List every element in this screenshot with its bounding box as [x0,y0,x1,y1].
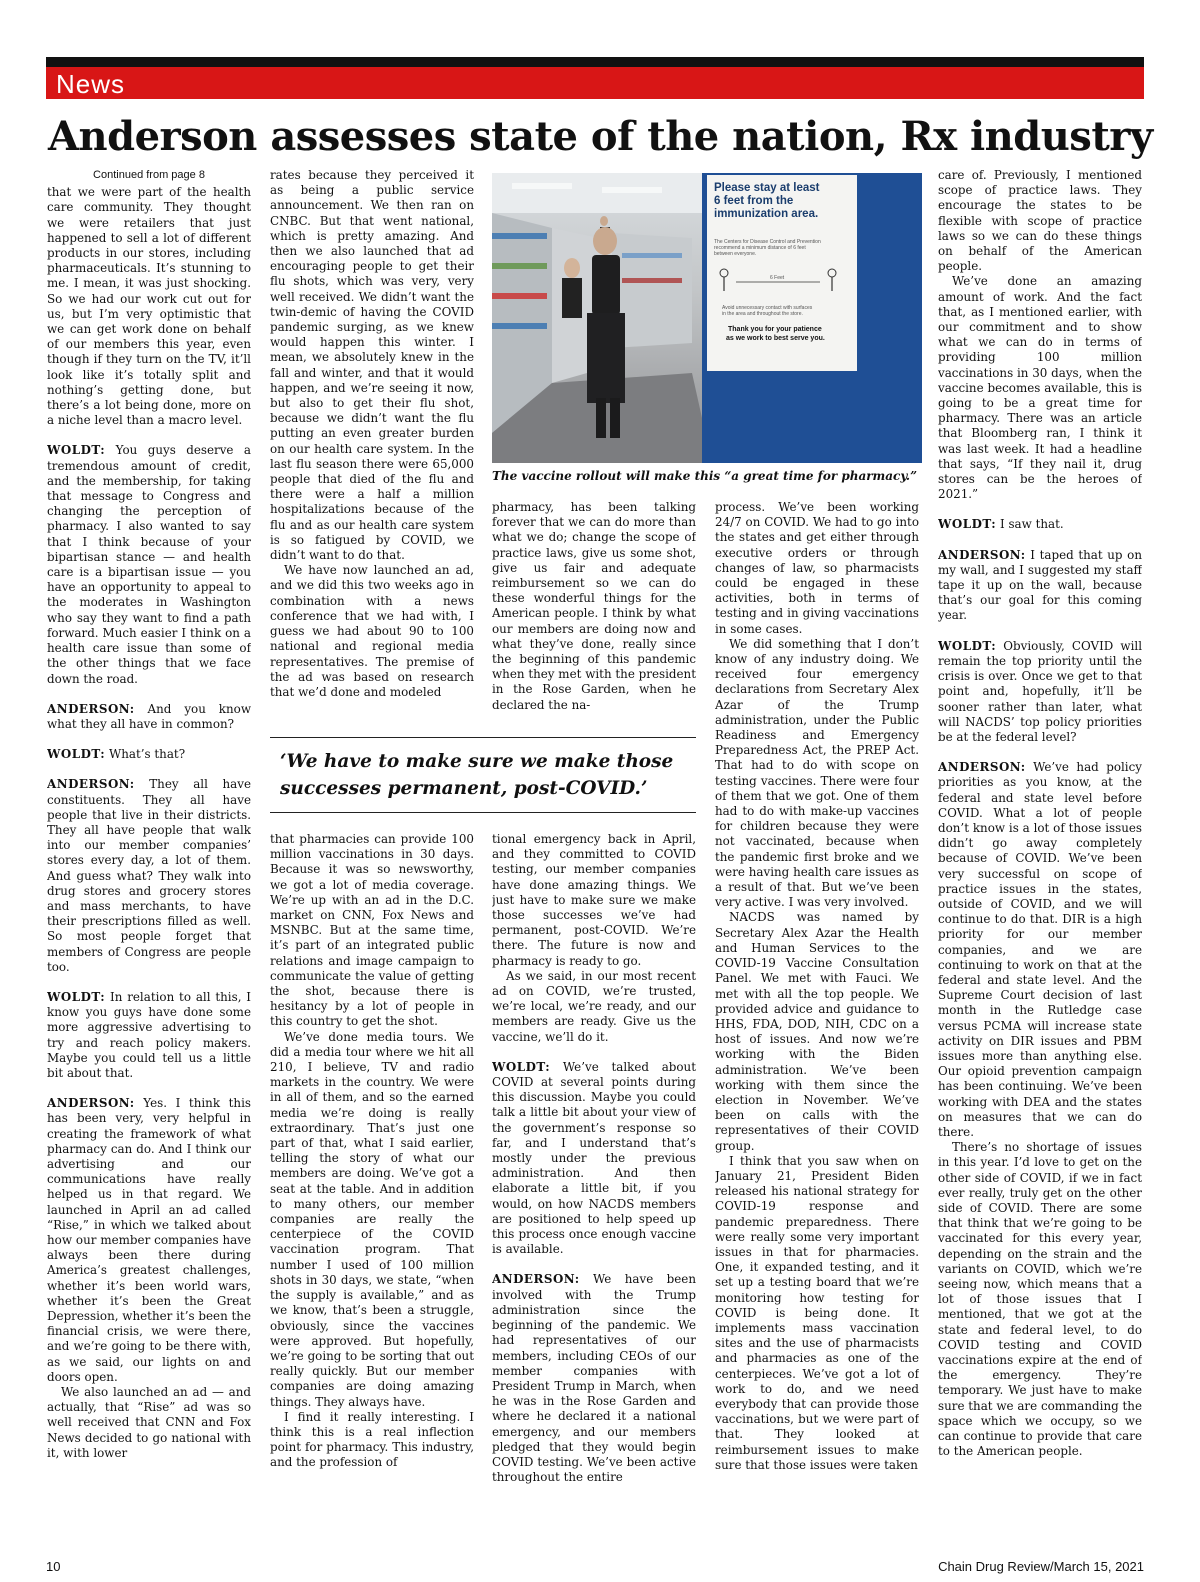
sign-title-line: immunization area. [714,208,819,220]
headline: Anderson assesses state of the nation, Rx industry [48,113,1153,160]
column-2-bottom [270,832,474,1552]
sign-note: in the area and throughout the store. [722,311,803,317]
paragraph: We did something that I don’t know of any industry doing. We received four emergency declarations from Secretary Alex Azar of the Trump administration, under the Public Readiness and Emergency Preparedness Act, the PREP Act. That had to do with scope on testing vaccines. There were four of them that we got. One of them had to do with make-up vaccines for children because they were not vaccinated, because when the pandemic first broke and we were having health care issues as a result of that. But we’ve been very active. I was very involved. [715,636,919,910]
speaker-label: ANDERSON: [47,1096,135,1111]
photo-illustration [492,173,922,463]
paragraph: I think that you saw when on January 21, President Biden released his national strategy for COVID-19 response and pandemic preparedness. There were really some very important issues in that for pharmacies. One, it expanded testing, and it set up a testing board that we’re monitoring how testing for COVID is being done. It implements mass vaccination sites and the use of pharmacists and pharmacies as one of the centerpieces. We’ve got a lot of work to do, and we need everybody that can provide those vaccinations, but we were part of that. They looked at reimbursement issues to make sure that those issues were taken [715,1153,919,1472]
speaker-label: ANDERSON: [47,701,135,716]
column-1 [47,168,251,1553]
column-4 [715,500,919,1552]
paragraph: NACDS was named by Secretary Alex Azar the Health and Human Services to the COVID-19 Vaccine Consultation Panel. We met with Fauci. We met with all the top people. We provided advice and guidance to HHS, FDA, DOD, NIH, CDC on a host of issues. And now we’re working with the Biden administration. We’ve been working with them since the election in November. We’ve been on calls with the representatives of their COVID group. [715,910,919,1153]
paragraph: There’s no shortage of issues in this year. I’d love to get on the other side of COVID, if we in fact ever really, truly get on the other side of COVID. There are some that think that we’re going to be vaccinated for this every year, depending on the strain and the variants on COVID, which we’re seeing now, which means that a lot of those issues that I mentioned, that we got at the state and federal level, to do COVID testing and COVID vaccinations expire at the end of the emergency. They’re temporary. We just have to make sure that we are commanding the space which we occupy, so we can continue to provide that care to the American people. [938,1140,1142,1459]
sign-fine-print: The Centers for Disease Control and Prevention [714,239,821,245]
paragraph: care of. Previously, I mentioned scope of practice laws. They encourage the states to be flexible with scope of practice laws so we can do these things on behalf of the American people. [938,168,1142,274]
sign-thanks: as we work to best serve you. [726,335,825,342]
news-photo [492,173,922,463]
publication-line: Chain Drug Review/March 15, 2021 [938,1559,1144,1574]
column-3-top [492,500,696,728]
section-label: News [56,69,126,99]
paragraph: ANDERSON: I taped that up on my wall, and I suggested my staff tape it up on the wall, because that’s our goal for this coming year. [938,547,1142,623]
speaker-label: WOLDT: [47,747,106,762]
pull-quote-rule-top [270,737,696,738]
paragraph: WOLDT: We’ve talked about COVID at several points during this discussion. Maybe you could talk a little bit about your view of the government’s response so far, and I understand that’s mostly under the previous administration. And then elaborate a little bit, if you would, on how NACDS members are positioned to help speed up this process once enough vaccine is available. [492,1059,696,1257]
paragraph: process. We’ve been working 24/7 on COVID. We had to go into the states and get either through executive orders or through changes of law, so pharmacists could be engaged in these activities, both in terms of testing and in giving vaccinations in some cases. [715,500,919,636]
sign-title-line: 6 feet from the [714,195,794,207]
continued-note: Continued from page 8 [93,169,205,181]
pull-quote: ‘We have to make sure we make those successes permanent, post-COVID.’ [280,751,674,799]
paragraph: We also launched an ad — and actually, that “Rise” ad was so well received that CNN and Fox News decided to go national with it, with lower [47,1385,251,1460]
column-2-top [270,168,474,728]
speaker-label: WOLDT: [47,989,106,1004]
sign-fine-print: between everyone. [714,251,757,257]
sign-thanks: Thank you for your patience [728,326,822,333]
paragraph: WOLDT: What’s that? [47,747,186,762]
paragraph: tional emergency back in April, and they committed to COVID testing, our member companies have done amazing things. We just have to make sure we make those successes we’ve had permanent, post-COVID. We’re there. The future is now and pharmacy is ready to go. [492,832,696,968]
paragraph: We have now launched an ad, and we did this two weeks ago in combination with a news conference that we had with, I guess we had about 90 to 100 national and regional media representatives. The premise of the ad was based on research that we’d done and modeled [270,563,474,699]
speaker-label: WOLDT: [938,517,997,532]
paragraph: ANDERSON: Yes. I think this has been very, very helpful in creating the framework of what pharmacy can do. And I think our advertising and our communications have really helped us in that regard. We launched in April an ad called “Rise,” in which we talked about how our member companies have always been there during America’s greatest challenges, whether it’s been world wars, whether it’s been the Great Depression, whether it’s been the financial crisis, we were there, and we’re going to be there with, as we said, our lights on and doors open. [47,1096,251,1384]
paragraph: WOLDT: In relation to all this, I know you guys have done some more aggressive advertising to try and reach policy makers. Maybe you could tell us a little bit about that. [47,989,251,1080]
paragraph: We’ve done media tours. We did a media tour where we hit all 210, I believe, TV and radio markets in the country. We were in all of them, and so the earned media we’re doing is really extraordinary. That’s just one part of that, what I said earlier, telling the story of what our members are doing. We’ve got a seat at the table. And in addition to many others, our member companies are really the centerpiece of the COVID vaccination program. That number I used of 100 million shots in 30 days, we state, “when the supply is available,” and as we know, that’s been a struggle, obviously, since the vaccines were approved. But hopefully, we’re going to be sorting that out really quickly. But our member companies are doing amazing things. They always have. [270,1029,474,1409]
paragraph: that we were part of the health care community. They thought we were retailers that just happened to sell a lot of different products in our stores, including pharmaceuticals. It’s stunning to me. I mean, it was just shocking. So we had our work cut out for us, but I’m very optimistic that we can get work done on behalf of our members this year, even though if they turn on the TV, it’ll look like it’s totally split and nothing’s getting done, but there’s a lot being done, more on a niche level than a macro level. [47,185,251,428]
sign-distance-label: 6 Feet [770,275,785,281]
sign-note: Avoid unnecessary contact with surfaces [722,305,813,311]
paragraph: As we said, in our most recent ad on COVID, we’re trusted, we’re local, we’re ready, and our members are ready. Give us the vaccine, we’ll do it. [492,968,696,1044]
speaker-label: ANDERSON: [47,777,135,792]
paragraph: ANDERSON: We have been involved with the Trump administration since the beginning of the pandemic. We had representatives of our members, including CEOs of our member companies with President Trump in March, when he was in the Rose Garden and where he declared it a national emergency, and our members pledged that they would begin COVID testing. We’ve been active throughout the entire [492,1272,696,1485]
speaker-label: WOLDT: [938,638,997,653]
paragraph: I find it really interesting. I think this is a real inflection point for pharmacy. This industry, and the profession of [270,1409,474,1470]
paragraph: We’ve done an amazing amount of work. And the fact that, as I mentioned earlier, with our commitment and to show what we can do in terms of providing 100 million vaccinations in 30 days, when the vaccine becomes available, this is going to be a great time for pharmacy. There was an article that Bloomberg ran, I think it was last week. It had a headline that says, “If they nail it, drug stores can be the heroes of 2021.” [938,274,1142,502]
paragraph: rates because they perceived it as being a public service announcement. We then ran on CNBC. But that went national, which is pretty amazing. And then we also launched that ad encouraging people to get their flu shots, which was very, very well received. We didn’t want the twin-demic of having the COVID pandemic surging, as we knew would happen this winter. I mean, we absolutely knew in the fall and winter, and that it would happen, and we’re seeing it now, but also to get their flu shot, because we didn’t want the flu putting an even greater burden on our health care system. In the last flu season there were 65,000 people that died of the flu and there were a half a million hospitalizations because of the flu and as our health care system is so fatigued by COVID, we didn’t want to do that. [270,168,474,563]
speaker-label: ANDERSON: [938,547,1026,562]
speaker-label: WOLDT: [47,443,106,458]
paragraph: ANDERSON: They all have constituents. They all have people that live in their districts. They all have people that walk into our member companies’ stores every day, a lot of them. And guess what? They walk into drug stores and grocery stores and mass merchants, to have their prescriptions filled as well. So most people forget that members of Congress are people too. [47,777,251,974]
paragraph: WOLDT: You guys deserve a tremendous amount of credit, and the membership, for taking that message to Congress and changing the perception of pharmacy. I also wanted to say that I think because of your bipartisan stance — and health care is a bipartisan issue — you have an opportunity to appeal to the moderates in Washington who say they want to find a path forward. Much easier I think on a health care issue than some of the other things that we face down the road. [47,443,251,686]
speaker-label: WOLDT: [492,1059,551,1074]
sign-title-line: Please stay at least [714,182,820,194]
paragraph: WOLDT: I saw that. [938,517,1064,532]
column-5 [938,168,1142,1553]
column-3-bottom [492,832,696,1552]
pull-quote-rule-bottom [270,812,696,813]
page-number: 10 [46,1559,61,1574]
speaker-label: ANDERSON: [938,760,1026,775]
paragraph: that pharmacies can provide 100 million vaccinations in 30 days. Because it was so newsworthy, we got a lot of media coverage. We’re up with an ad in the D.C. market on CNN, Fox News and MSNBC. But at the same time, it’s part of an integrated public relations and image campaign to communicate the value of getting the shot, because there is hesitancy by a lot of people in this country to get the shot. [270,832,474,1029]
speaker-label: ANDERSON: [492,1272,580,1287]
photo-caption: The vaccine rollout will make this “a great time for pharmacy.” [492,469,918,483]
section-banner [46,57,1144,99]
sign-fine-print: recommend a minimum distance of 6 feet [714,245,806,251]
paragraph: pharmacy, has been talking forever that we can do more than what we do; change the scope of practice laws, give us some shot, give us fair and adequate reimbursement so we can do these wonderful things for the American people. I think by what our members are doing now and what they’ve done, really since the beginning of this pandemic when they met with the president in the Rose Garden, when he declared the na- [492,500,696,712]
paragraph: ANDERSON: We’ve had policy priorities as you know, at the federal and state level before COVID. What a lot of people don’t know is a lot of those issues didn’t go away completely because of COVID. We’ve been very successful on scope of practice issues in the states, outside of COVID, and we will continue to do that. DIR is a high priority for our member companies, and we are continuing to work on that at the federal and state level. And the Supreme Court decision of last month in the Rutledge case versus PCMA will increase state activity on DIR issues and PBM issues more than anything else. Our opioid prevention campaign has been continuing. We’ve been working with DEA and the states on measures that we can do there. [938,760,1142,1139]
paragraph: ANDERSON: And you know what they all have in common? [47,701,251,731]
paragraph: WOLDT: Obviously, COVID will remain the top priority until the crisis is over. Once we get to that point and, hopefully, it’ll be sooner rather than later, what will NACDS’ top policy priorities be at the federal level? [938,638,1142,744]
